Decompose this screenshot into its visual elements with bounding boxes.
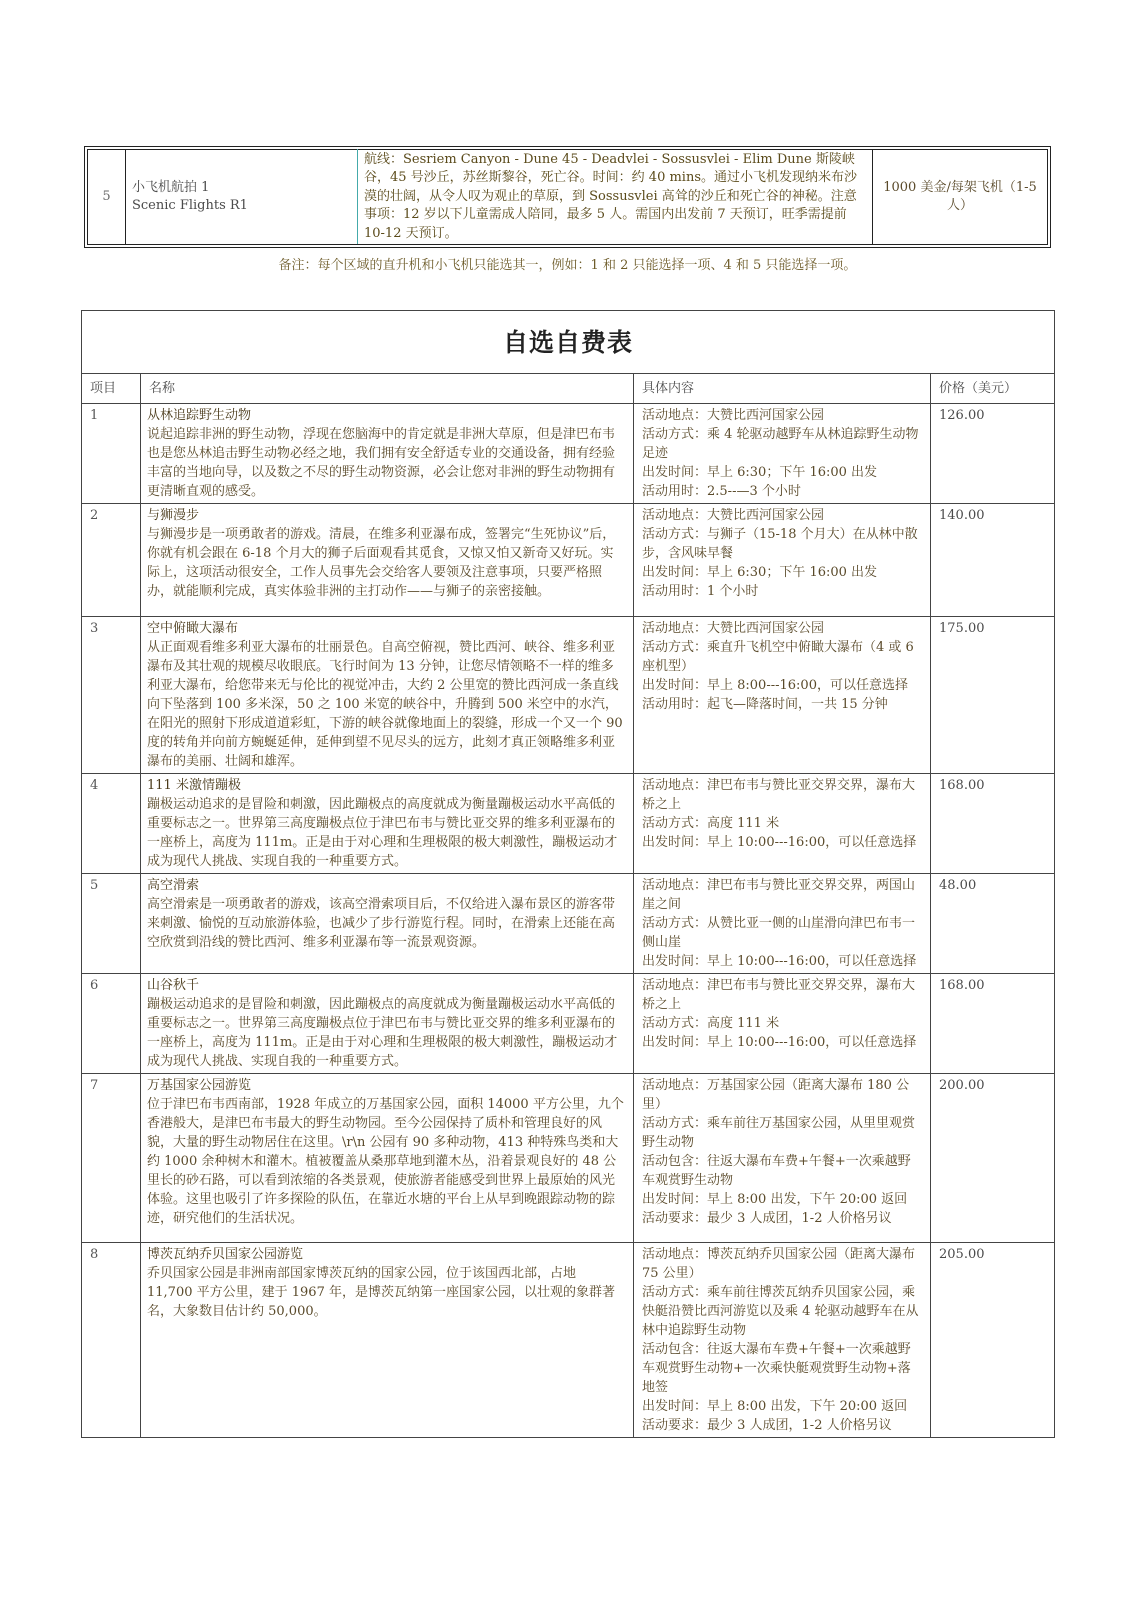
detail-line: 活动地点：大赞比西河国家公园 [642,408,825,423]
table-row [82,774,1055,874]
item-number: 4 [82,774,141,874]
detail-line: 活动方式：高度 111 米 [642,816,780,831]
item-number: 3 [82,617,141,774]
detail-line: 活动用时：起飞—降落时间，一共 15 分钟 [642,697,888,712]
item-name-cell [141,774,634,874]
header-price: 价格（美元） [931,374,1055,404]
table-row [88,150,1048,245]
table-title: 自选自费表 [82,311,1055,374]
detail-line: 活动地点：津巴布韦与赞比亚交界交界，瀑布大桥之上 [642,778,916,812]
item-name: 博茨瓦纳乔贝国家公园游览 [147,1247,304,1262]
item-name-cell [126,150,358,245]
scenic-flights-table [87,149,1048,245]
optional-expenses-table [81,310,1055,1438]
item-name-cell [141,504,634,617]
item-name-cell [141,874,634,974]
item-description: 位于津巴布韦西南部，1928 年成立的万基国家公园，面积 14000 平方公里，九个香港般大，是津巴布韦最大的野生动物园。至今公园保持了质朴和管理良好的风貌，大量的野生动物居住在这里。\r\n 公园有 90 多种动物，413 种特殊鸟类和大约 1000 余种树木和灌木。植被覆盖从桑那草地到灌木丛，沿着景观良好的 48 公里长的砂石路，可以看到浓缩的各类景观，使旅游者能感受到世界上最原始的风光体验。这里也吸引了许多探险的队伍，在靠近水塘的平台上从早到晚跟踪动物的踪迹，研究他们的生活状况。 [147,1097,624,1226]
item-number: 6 [82,974,141,1074]
detail-line: 活动地点：津巴布韦与赞比亚交界交界，两国山崖之间 [642,878,916,912]
detail-line: 出发时间：早上 6:30；下午 16:00 出发 [642,465,878,480]
detail-line: 活动方式：乘车前往万基国家公园，从里里观赏野生动物 [642,1116,916,1150]
item-name: 从林追踪野生动物 [147,408,252,423]
item-detail-cell [634,774,931,874]
item-price: 168.00 [931,974,1055,1074]
detail-line: 出发时间：早上 6:30；下午 16:00 出发 [642,565,878,580]
item-price: 140.00 [931,504,1055,617]
item-detail-cell [634,1243,931,1438]
item-price: 175.00 [931,617,1055,774]
detail-line: 活动方式：与狮子（15-18 个月大）在从林中散步，含风味早餐 [642,527,918,561]
header-name: 名称 [141,374,634,404]
table-row [82,1074,1055,1243]
item-number: 5 [88,150,126,245]
table-row [82,1243,1055,1438]
detail-line: 活动地点：大赞比西河国家公园 [642,621,825,636]
item-name: 与狮漫步 [147,508,200,523]
detail-line: 活动方式：乘直升飞机空中俯瞰大瀑布（4 或 6 座机型） [642,640,914,674]
table-row [82,504,1055,617]
item-name: 山谷秋千 [147,978,200,993]
detail-line: 活动方式：高度 111 米 [642,1016,780,1031]
detail-line: 活动用时：1 个小时 [642,584,759,599]
item-name: 空中俯瞰大瀑布 [147,621,239,636]
item-name: 高空滑索 [147,878,200,893]
scenic-flights-table-frame [84,146,1051,248]
table-header-row [82,374,1055,404]
item-name: 万基国家公园游览 [147,1078,252,1093]
item-description: 乔贝国家公园是非洲南部国家博茨瓦纳的国家公园，位于该国西北部，占地 11,700 平方公里，建于 1967 年，是博茨瓦纳第一座国家公园，以壮观的象群著名，大象数目估计约 50,000。 [147,1266,615,1319]
detail-line: 活动要求：最少 3 人成团，1-2 人价格另议 [642,1211,892,1226]
table-body [82,404,1055,1438]
detail-line: 活动方式：乘 4 轮驱动越野车从林追踪野生动物足迹 [642,427,919,461]
item-number: 8 [82,1243,141,1438]
detail-line: 活动地点：大赞比西河国家公园 [642,508,825,523]
item-description: 航线：Sesriem Canyon - Dune 45 - Deadvlei - Sossusvlei - Elim Dune 斯陵峡谷，45 号沙丘，苏丝斯黎谷，死亡谷。时间：约 40 mins。通过小飞机发现纳米布沙漠的壮阔，从令人叹为观止的草原，到 Sossusvlei 高耸的沙丘和死亡谷的神秘。注意事项：12 岁以下儿童需成人陪同，最多 5 人。需国内出发前 7 天预订，旺季需提前 10-12 天预订。 [358,150,873,245]
item-number: 5 [82,874,141,974]
item-price: 1000 美金/每架飞机（1-5 人） [873,150,1048,245]
item-description: 高空滑索是一项勇敢者的游戏，该高空滑索项目后，不仅给进入瀑布景区的游客带来刺激、愉悦的互动旅游体验，也减少了步行游览行程。同时，在滑索上还能在高空欣赏到沿线的赞比西河、维多利亚瀑布等一流景观资源。 [147,897,616,950]
detail-line: 出发时间：早上 10:00---16:00，可以任意选择 [642,954,917,969]
item-name-cell [141,974,634,1074]
table-note: 备注：每个区域的直升机和小飞机只能选其一，例如：1 和 2 只能选择一项、4 和 5 只能选择一项。 [278,258,857,273]
detail-line: 活动方式：从赞比亚一侧的山崖滑向津巴布韦一侧山崖 [642,916,916,950]
header-no: 项目 [82,374,141,404]
table-row [82,974,1055,1074]
item-name-cell [141,617,634,774]
table-row [82,874,1055,974]
item-name-cell [141,404,634,504]
item-name-zh: 小飞机航拍 1 [132,179,210,195]
item-description: 说起追踪非洲的野生动物，浮现在您脑海中的肯定就是非洲大草原，但是津巴布韦也是您丛林追击野生动物必经之地，我们拥有安全舒适专业的交通设备，拥有经验丰富的当地向导，以及数之不尽的野生动物资源，必会让您对非洲的野生动物拥有更清晰直观的感受。 [147,427,616,499]
detail-line: 活动要求：最少 3 人成团，1-2 人价格另议 [642,1418,892,1433]
detail-line: 活动地点：津巴布韦与赞比亚交界交界，瀑布大桥之上 [642,978,916,1012]
item-price: 200.00 [931,1074,1055,1243]
item-name-cell [141,1243,634,1438]
detail-line: 出发时间：早上 8:00 出发，下午 20:00 返回 [642,1399,908,1414]
item-price: 168.00 [931,774,1055,874]
item-number: 2 [82,504,141,617]
detail-line: 出发时间：早上 10:00---16:00，可以任意选择 [642,1035,917,1050]
table-row [82,617,1055,774]
item-price: 126.00 [931,404,1055,504]
item-detail-cell [634,1074,931,1243]
item-number: 1 [82,404,141,504]
detail-line: 活动用时：2.5--—3 个小时 [642,484,801,499]
item-description: 蹦极运动追求的是冒险和刺激，因此蹦极点的高度就成为衡量蹦极运动水平高低的重要标志之一。世界第三高度蹦极点位于津巴布韦与赞比亚交界的维多利亚瀑布的一座桥上，高度为 111m。正是由于对心理和生理极限的极大刺激性，蹦极运动才成为现代人挑战、实现自我的一种重要方式。 [147,797,618,869]
item-name: 111 米激情蹦极 [147,778,241,793]
detail-line: 出发时间：早上 8:00---16:00，可以任意选择 [642,678,908,693]
header-detail: 具体内容 [634,374,931,404]
detail-line: 活动包含：往返大瀑布车费+午餐+一次乘越野车观赏野生动物+一次乘快艇观赏野生动物+落地签 [642,1342,911,1395]
item-price: 48.00 [931,874,1055,974]
item-number: 7 [82,1074,141,1243]
detail-line: 活动地点：博茨瓦纳乔贝国家公园（距离大瀑布 75 公里） [642,1247,916,1281]
item-detail-cell [634,617,931,774]
item-description: 与狮漫步是一项勇敢者的游戏。清晨，在维多利亚瀑布成，签署完“生死协议”后，你就有机会跟在 6-18 个月大的狮子后面观看其觅食，又惊又怕又新奇又好玩。实际上，这项活动很安全，工作人员事先会交给客人要领及注意事项，只要严格照办，就能顺利完成，真实体验非洲的主打动作——与狮子的亲密接触。 [147,527,616,599]
detail-line: 活动地点：万基国家公园（距离大瀑布 180 公里） [642,1078,910,1112]
detail-line: 活动包含：往返大瀑布车费+午餐+一次乘越野车观赏野生动物 [642,1154,911,1188]
item-name-cell [141,1074,634,1243]
item-description: 从正面观看维多利亚大瀑布的壮丽景色。自高空俯视，赞比西河、峡谷、维多利亚瀑布及其壮观的规模尽收眼底。飞行时间为 13 分钟，让您尽情领略不一样的维多利亚大瀑布，给您带来无与伦比的视觉冲击，大约 2 公里宽的赞比西河成一条直线向下坠落到 100 多米深，50 之 100 米宽的峡谷中，升腾到 500 米空中的水汽，在阳光的照射下形成道道彩虹，下游的峡谷就像地面上的裂缝，形成一个又一个 90 度的转角并向前方蜿蜒延伸，延伸到望不见尽头的远方，此刻才真正领略维多利亚瀑布的美丽、壮阔和雄浑。 [147,640,623,769]
table-row [82,404,1055,504]
item-detail-cell [634,974,931,1074]
detail-line: 出发时间：早上 8:00 出发，下午 20:00 返回 [642,1192,908,1207]
item-description: 蹦极运动追求的是冒险和刺激，因此蹦极点的高度就成为衡量蹦极运动水平高低的重要标志之一。世界第三高度蹦极点位于津巴布韦与赞比亚交界的维多利亚瀑布的一座桥上，高度为 111m。正是由于对心理和生理极限的极大刺激性，蹦极运动才成为现代人挑战、实现自我的一种重要方式。 [147,997,618,1069]
item-price: 205.00 [931,1243,1055,1438]
table-title-row [82,311,1055,374]
item-detail-cell [634,874,931,974]
item-detail-cell [634,404,931,504]
item-name-en: Scenic Flights R1 [132,198,248,213]
detail-line: 活动方式：乘车前往博茨瓦纳乔贝国家公园，乘快艇沿赞比西河游览以及乘 4 轮驱动越野车在从林中追踪野生动物 [642,1285,919,1338]
detail-line: 出发时间：早上 10:00---16:00，可以任意选择 [642,835,917,850]
item-detail-cell [634,504,931,617]
